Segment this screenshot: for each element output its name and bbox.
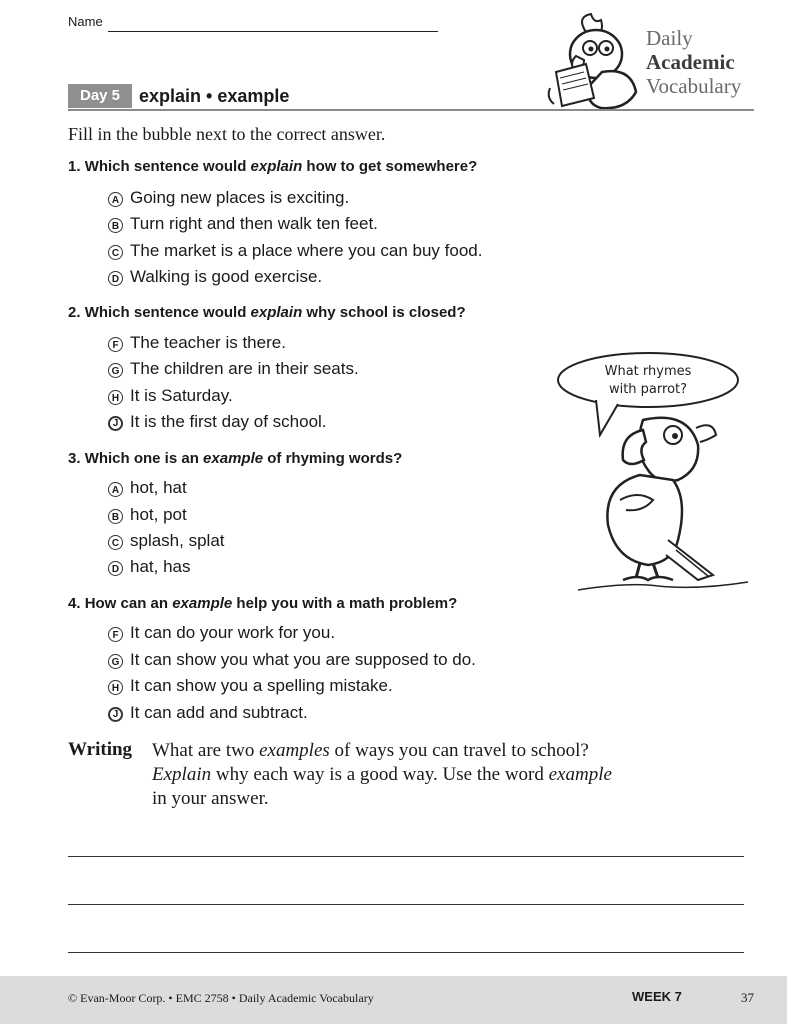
speech-line-1: What rhymes: [604, 364, 692, 379]
question-2-option-h[interactable]: H It is Saturday.: [108, 386, 233, 406]
answer-bubble[interactable]: J: [108, 416, 123, 431]
page-number: 37: [741, 990, 754, 1005]
answer-bubble[interactable]: D: [108, 561, 123, 576]
logo-title: [646, 26, 741, 98]
answer-bubble[interactable]: F: [108, 627, 123, 642]
answer-bubble[interactable]: F: [108, 337, 123, 352]
writing-label: Writing: [68, 739, 133, 760]
answer-bubble[interactable]: A: [108, 192, 123, 207]
parrot-cartoon-icon: [548, 350, 758, 600]
question-4: 4. How can an example help you with a math problem?: [68, 595, 458, 612]
question-2-option-g[interactable]: G The children are in their seats.: [108, 359, 359, 379]
answer-line-3[interactable]: [68, 952, 744, 953]
question-4-option-j[interactable]: J It can add and subtract.: [108, 703, 308, 723]
logo-line-vocabulary: Vocabulary: [646, 74, 742, 98]
logo-line-academic: Academic: [646, 50, 735, 74]
question-3-option-b[interactable]: B hot, pot: [108, 505, 187, 525]
answer-bubble[interactable]: G: [108, 363, 123, 378]
day-badge: Day 5: [68, 84, 132, 108]
question-3: 3. Which one is an example of rhyming words?: [68, 450, 403, 467]
answer-bubble[interactable]: H: [108, 390, 123, 405]
question-1: 1. Which sentence would explain how to get somewhere?: [68, 158, 478, 175]
answer-line-2[interactable]: [68, 904, 744, 905]
answer-bubble[interactable]: D: [108, 271, 123, 286]
question-1-option-a[interactable]: A Going new places is exciting.: [108, 188, 349, 208]
answer-bubble[interactable]: B: [108, 218, 123, 233]
question-4-option-f[interactable]: F It can do your work for you.: [108, 623, 335, 643]
answer-bubble[interactable]: A: [108, 482, 123, 497]
writing-prompt: What are two examples of ways you can travel to school? Explain why each way is a good way. Use the word example in your answer.: [152, 740, 612, 809]
question-3-option-c[interactable]: C splash, splat: [108, 531, 225, 551]
question-1-option-d[interactable]: D Walking is good exercise.: [108, 267, 322, 287]
question-4-option-h[interactable]: H It can show you a spelling mistake.: [108, 676, 393, 696]
day-divider: [68, 109, 754, 111]
answer-bubble[interactable]: B: [108, 509, 123, 524]
answer-bubble[interactable]: H: [108, 680, 123, 695]
logo-line-daily: Daily: [646, 26, 693, 50]
question-2-option-f[interactable]: F The teacher is there.: [108, 333, 286, 353]
answer-bubble[interactable]: J: [108, 707, 123, 722]
footer-copyright: © Evan-Moor Corp. • EMC 2758 • Daily Academic Vocabulary: [68, 991, 374, 1005]
answer-bubble[interactable]: C: [108, 535, 123, 550]
day-words: explain • example: [139, 86, 290, 106]
speech-line-2: with parrot?: [608, 382, 688, 397]
footer-week: WEEK 7: [632, 989, 682, 1004]
question-1-option-b[interactable]: B Turn right and then walk ten feet.: [108, 214, 378, 234]
name-label: Name: [68, 14, 103, 29]
question-3-option-a[interactable]: A hot, hat: [108, 478, 187, 498]
answer-bubble[interactable]: C: [108, 245, 123, 260]
page-footer: [0, 976, 787, 1024]
answer-bubble[interactable]: G: [108, 654, 123, 669]
answer-line-1[interactable]: [68, 856, 744, 857]
question-3-option-d[interactable]: D hat, has: [108, 557, 191, 577]
question-2: 2. Which sentence would explain why school is closed?: [68, 304, 466, 321]
question-1-option-c[interactable]: C The market is a place where you can buy food.: [108, 241, 482, 261]
question-4-option-g[interactable]: G It can show you what you are supposed to do.: [108, 650, 476, 670]
question-2-option-j[interactable]: J It is the first day of school.: [108, 412, 327, 432]
name-input-line[interactable]: [108, 31, 438, 32]
instructions: Fill in the bubble next to the correct answer.: [68, 124, 386, 144]
